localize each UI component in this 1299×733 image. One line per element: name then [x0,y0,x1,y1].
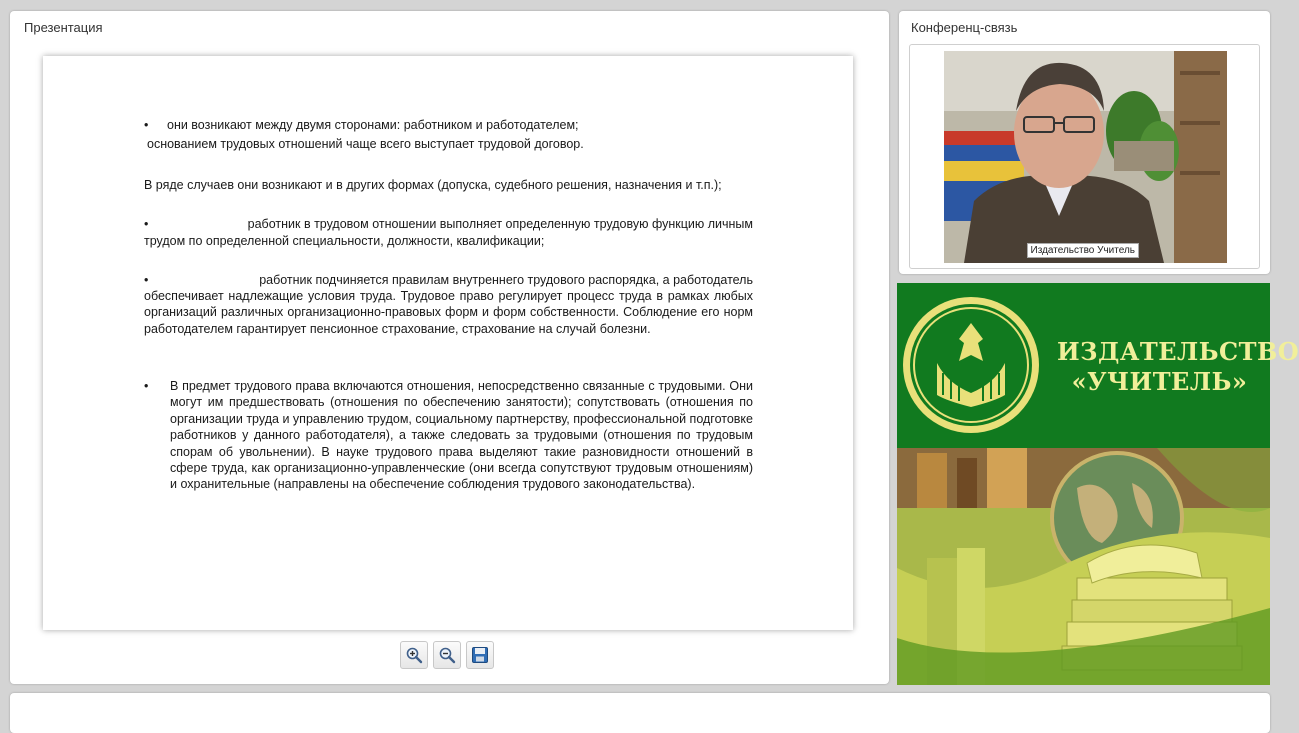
video-scene [944,51,1227,263]
presentation-title: Презентация [24,20,103,35]
video-feed[interactable] [944,51,1227,263]
bullet-4: • [144,273,149,287]
slide-bullet-5: В предмет трудового права включаются отношения, непосредственно связанные с трудовыми. Они могут им предшествовать (отношения по обеспечению занятости); сопутствовать (отношения по организации труда и управлению трудом, социальному партнерству, профессиональной подготовке работников у данного работодателя), а также следовать за трудовыми (отношения по трудовым спорам об увольнении). В науке трудового права выделяют такие разновидности отношений в сфере труда, как организационно-управленческие (они всегда сопутствуют трудовым отношениям) и охранительные (направлены на обеспечение соблюдения трудового законодательства). [170,379,753,492]
zoom-in-icon [405,646,423,664]
banner-header [897,283,1299,448]
slide-paragraph-2: В ряде случаев они возникают и в других формах (допуска, судебного решения, назначения и т.п.); [144,178,722,192]
banner-image [897,448,1270,685]
conference-title: Конференц-связь [911,20,1018,35]
save-button[interactable] [466,641,494,669]
zoom-out-icon [438,646,456,664]
zoom-in-button[interactable] [400,641,428,669]
slide-bullet-4-rest: обеспечивает надлежащие условия труда. Трудовое право регулирует процесс труда в рамках любых организаций различных организационно-правовых форм и форм собственности. Соблюдение его норм работодателем гарантирует пенсионное страхование, страхование на случай болезни. [144,289,753,336]
slide-bullet-3-rest: трудом по определенной специальности, должности, квалификации; [144,234,545,248]
banner-line-2: «УЧИТЕЛЬ» [1071,367,1248,396]
video-caption: Издательство Учитель [1027,243,1139,258]
bullet-1: • [144,118,149,132]
banner-line-1: ИЗДАТЕЛЬСТВО [1057,337,1299,366]
zoom-out-button[interactable] [433,641,461,669]
slide-bullet-3-first: работник в трудовом отношении выполняет определенную трудовую функцию личным [247,217,753,231]
conference-panel [899,11,1270,274]
slide-bullet-1-line2: основанием трудовых отношений чаще всего выступает трудовой договор. [147,137,584,151]
save-icon [471,646,489,664]
bottom-panel [10,693,1270,733]
slide-toolbar [400,641,494,669]
video-frame [909,44,1260,269]
presentation-panel [10,11,889,684]
slide-bullet-4-first: работник подчиняется правилам внутреннего трудового распорядка, а работодатель [259,273,753,287]
slide-page [43,56,853,630]
publisher-banner [897,283,1299,685]
bullet-5: • [144,379,149,393]
bullet-3: • [144,217,149,231]
books-globe-illustration [897,448,1270,685]
slide-bullet-1-line1: они возникают между двумя сторонами: работником и работодателем; [167,118,579,132]
